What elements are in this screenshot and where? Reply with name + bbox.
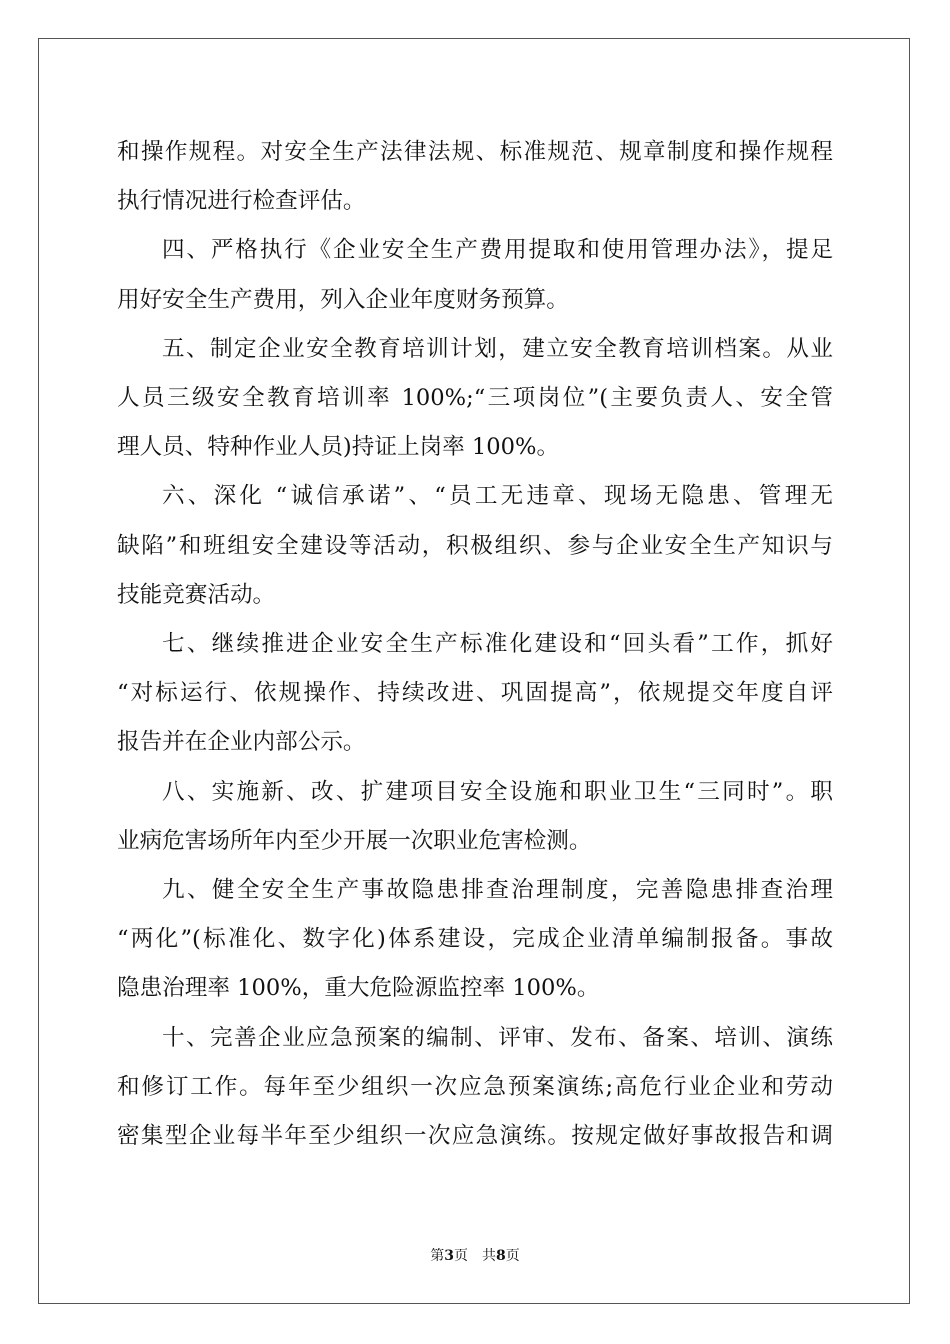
text-line: 十、完善企业应急预案的编制、评审、发布、备案、培训、演练 [162,1024,833,1051]
footer-total-suffix: 页 [505,1248,520,1264]
text-line: 缺陷”和班组安全建设等活动，积极组织、参与企业安全生产知识与 [117,532,833,559]
footer-total-pages: 8 [496,1248,506,1264]
text-line: 五、制定企业安全教育培训计划，建立安全教育培训档案。从业 [162,335,833,362]
text-line: 报告并在企业内部公示。 [117,729,366,756]
text-line: 九、健全安全生产事故隐患排查治理制度，完善隐患排查治理 [162,877,833,904]
text-line: 六、深化 “诚信承诺”、“员工无违章、现场无隐患、管理无 [162,483,833,510]
page-footer [0,1245,950,1265]
text-line: 人员三级安全教育培训率 100%;“三项岗位”(主要负责人、安全管 [117,385,833,412]
text-line: 执行情况进行检查评估。 [117,188,366,215]
footer-page-prefix: 第 [430,1248,445,1264]
text-line: “两化”(标准化、数字化)体系建设，完成企业清单编制报备。事故 [117,926,833,953]
text-line: 业病危害场所年内至少开展一次职业危害检测。 [117,827,592,854]
text-line: 和修订工作。每年至少组织一次应急预案演练;高危行业企业和劳动 [117,1073,833,1100]
text-line: 七、继续推进企业安全生产标准化建设和“回头看”工作，抓好 [162,631,833,658]
footer-page-suffix: 页 [454,1248,468,1264]
text-line: 理人员、特种作业人员)持证上岗率 100%。 [117,434,560,461]
text-line: “对标运行、依规操作、持续改进、巩固提高”，依规提交年度自评 [117,680,833,707]
footer-total-prefix: 共 [482,1248,496,1264]
document-body [117,128,833,1161]
text-line: 八、实施新、改、扩建项目安全设施和职业卫生“三同时”。职 [162,778,833,805]
text-line: 隐患治理率 100%，重大危险源监控率 100%。 [117,975,600,1002]
text-line: 和操作规程。对安全生产法律法规、标准规范、规章制度和操作规程 [117,139,833,165]
text-line: 四、严格执行《企业安全生产费用提取和使用管理办法》，提足 [162,237,833,264]
footer-page-number: 3 [444,1248,454,1264]
text-line: 技能竞赛活动。 [117,581,276,608]
text-line: 密集型企业每半年至少组织一次应急演练。按规定做好事故报告和调 [117,1123,833,1150]
text-line: 用好安全生产费用，列入企业年度财务预算。 [117,286,569,313]
